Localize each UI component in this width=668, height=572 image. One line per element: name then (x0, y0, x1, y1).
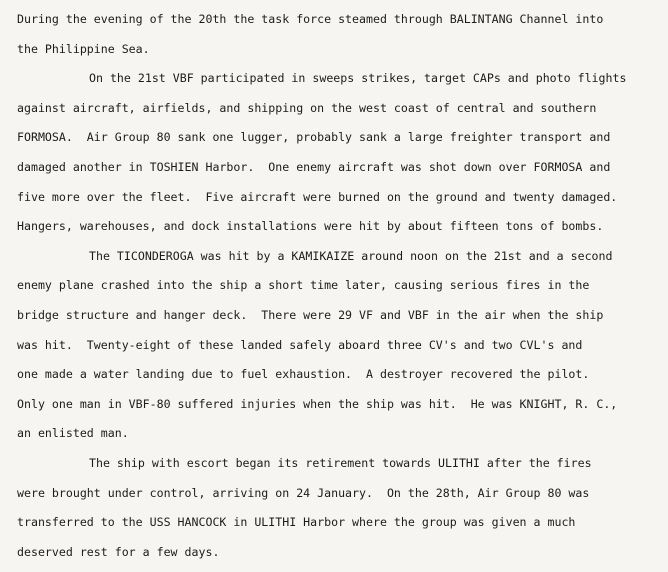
text-line: deserved rest for a few days. (17, 544, 220, 559)
text-line: Hangers, warehouses, and dock installations were hit by about fifteen tons of bombs. (17, 219, 604, 234)
text-line: Only one man in VBF-80 suffered injuries when the ship was hit. He was KNIGHT, R. C., (17, 396, 618, 411)
text-line: were brought under control, arriving on 24 January. On the 28th, Air Group 80 was (17, 485, 590, 500)
text-line: transferred to the USS HANCOCK in ULITHI Harbor where the group was given a much (17, 515, 576, 530)
paragraph-1 (17, 5, 668, 64)
text-line: The ship with escort began its retirement towards ULITHI after the fires (89, 455, 592, 470)
text-line: On the 21st VBF participated in sweeps strikes, target CAPs and photo flights (89, 71, 627, 86)
text-line: an enlisted man. (17, 426, 129, 441)
paragraph-4 (17, 449, 668, 567)
text-line: enemy plane crashed into the ship a short time later, causing serious fires in the (17, 278, 590, 293)
text-line: one made a water landing due to fuel exhaustion. A destroyer recovered the pilot. (17, 367, 590, 382)
text-line: bridge structure and hanger deck. There were 29 VF and VBF in the air when the ship (17, 307, 604, 322)
text-line: against aircraft, airfields, and shipping on the west coast of central and southern (17, 100, 597, 115)
paragraph-3 (17, 242, 668, 449)
text-line: was hit. Twenty-eight of these landed safely aboard three CV's and two CVL's and (17, 337, 583, 352)
text-line: the Philippine Sea. (17, 41, 150, 56)
text-line: The TICONDEROGA was hit by a KAMIKAIZE around noon on the 21st and a second (89, 248, 613, 263)
text-line: five more over the fleet. Five aircraft were burned on the ground and twenty damaged. (17, 189, 618, 204)
text-line: FORMOSA. Air Group 80 sank one lugger, probably sank a large freighter transport and (17, 130, 611, 145)
text-line: During the evening of the 20th the task force steamed through BALINTANG Channel into (17, 12, 604, 26)
paragraph-2 (17, 64, 668, 242)
text-line: damaged another in TOSHIEN Harbor. One enemy aircraft was shot down over FORMOSA and (17, 159, 611, 174)
